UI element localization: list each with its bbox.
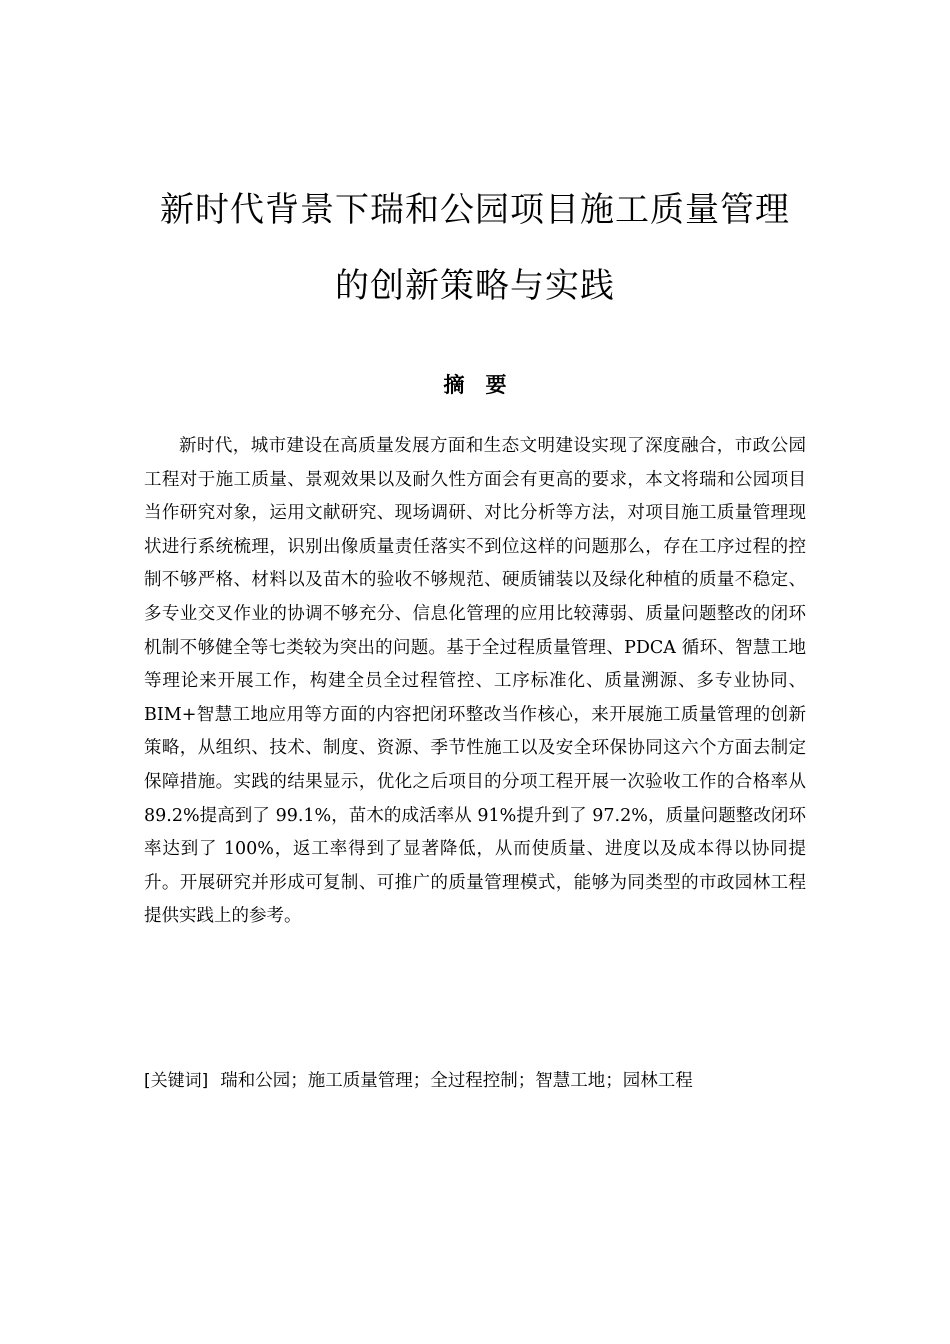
keywords-line bbox=[144, 1066, 806, 1096]
abstract-heading: 摘要 bbox=[443, 373, 528, 397]
title-line-2: 的创新策略与实践 bbox=[335, 266, 615, 306]
keywords-text: 瑞和公园；施工质量管理；全过程控制；智慧工地；园林工程 bbox=[220, 1071, 693, 1091]
keywords-label: [关键词] bbox=[144, 1071, 209, 1091]
title-line-1: 新时代背景下瑞和公园项目施工质量管理 bbox=[160, 190, 790, 230]
abstract-body: 新时代，城市建设在高质量发展方面和生态文明建设实现了深度融合，市政公园工程对于施工质量、景观效果以及耐久性方面会有更高的要求，本文将瑞和公园项目当作研究对象，运用文献研究、现场调研、对比分析等方法，对项目施工质量管理现状进行系统梳理，识别出像质量责任落实不到位这样的问题那么，存在工序过程的控制不够严格、材料以及苗木的验收不够规范、硬质铺装以及绿化种植的质量不稳定、多专业交叉作业的协调不够充分、信息化管理的应用比较薄弱、质量问题整改的闭环机制不够健全等七类较为突出的问题。基于全过程质量管理、PDCA 循环、智慧工地等理论来开展工作，构建全员全过程管控、工序标准化、质量溯源、多专业协同、BIM+智慧工地应用等方面的内容把闭环整改当作核心，来开展施工质量管理的创新策略，从组织、技术、制度、资源、季节性施工以及安全环保协同这六个方面去制定保障措施。实践的结果显示，优化之后项目的分项工程开展一次验收工作的合格率从 89.2%提高到了 99.1%，苗木的成活率从 91%提升到了 97.2%，质量问题整改闭环率达到了 100%，返工率得到了显著降低，从而使质量、进度以及成本得以协同提升。开展研究并形成可复制、可推广的质量管理模式，能够为同类型的市政园林工程提供实践上的参考。 bbox=[144, 436, 806, 927]
